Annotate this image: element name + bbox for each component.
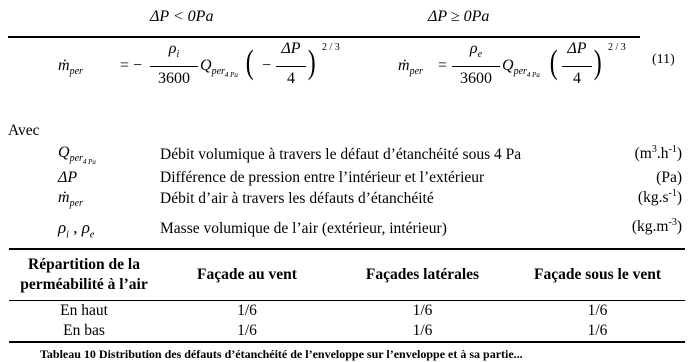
table-bottom-rule: [9, 341, 685, 343]
table-row: [9, 300, 685, 321]
equals-minus: = −: [120, 57, 143, 74]
q-per-4pa-right: $Q_{per_{4 Pa}}$: [502, 57, 540, 80]
table-cell: 1/6: [237, 321, 257, 339]
paren-open: (: [245, 44, 254, 81]
unit-rho: $(kg.m^{-3})$: [631, 217, 682, 236]
delta-p-numerator: ΔP: [281, 40, 301, 57]
mdot-left: ṁ$_{per}$: [58, 57, 83, 78]
delta-p-numerator-right: ΔP: [567, 40, 587, 57]
header-facades-laterales: Façades latérales: [365, 265, 480, 283]
case-left-condition: ΔP < 0Pa: [150, 8, 214, 25]
desc-rho: Masse volumique de l’air (extérieur, intérieur): [160, 220, 447, 237]
unit-q-per: $(m^3.h^{-1})$: [634, 144, 682, 163]
exponent: 2 / 3: [322, 42, 340, 53]
symbol-mdot-per: ṁ$_{per}$: [58, 189, 83, 210]
inner-fraction-bar: [276, 66, 306, 67]
avec-label: Avec: [8, 122, 40, 139]
table-caption: Tableau 10 Distribution des défauts d’étanchéité de l’enveloppe sur l’enveloppe et à sa partie...: [40, 347, 523, 361]
table-cell: 1/6: [412, 321, 433, 339]
inner-minus: −: [262, 57, 272, 74]
symbol-delta-p: ΔP: [58, 169, 78, 186]
paren-close-right: ): [593, 44, 602, 81]
desc-q-per: Débit volumique à travers le défaut d’étanchéité sous 4 Pa: [160, 146, 522, 163]
table-row: [9, 321, 685, 341]
table-cell: 1/6: [587, 301, 608, 319]
equals: =: [438, 57, 448, 74]
unit-mdot-per: $(kg.s^{-1})$: [637, 188, 682, 207]
inner-fraction-bar-right: [562, 66, 592, 67]
equation-number: (11): [652, 52, 675, 67]
header-facade-au-vent: Façade au vent: [197, 265, 297, 283]
four-denominator-right: 4: [573, 70, 581, 87]
header-rule: [8, 36, 640, 38]
symbol-q-per: $Q_{per_{4 Pa}}$: [58, 144, 96, 167]
desc-delta-p: Différence de pression entre l’intérieur et l’extérieur: [160, 169, 485, 186]
header-repartition: Répartition de la perméabilité à l’air: [20, 255, 148, 293]
four-denominator: 4: [287, 70, 295, 87]
table-cell: 1/6: [587, 321, 608, 339]
q-per-4pa: $Q_{per_{4 Pa}}$: [200, 57, 238, 80]
table-cell: 1/6: [237, 301, 257, 319]
exponent-right: 2 / 3: [608, 42, 626, 53]
table-cell: 1/6: [412, 301, 433, 319]
fraction-bar-right: [452, 66, 500, 67]
paren-open-right: (: [549, 44, 558, 81]
fraction-denominator: 3600: [158, 70, 190, 87]
paren-close: ): [307, 44, 316, 81]
case-right-condition: ΔP ≥ 0Pa: [428, 8, 490, 25]
row-label-en-haut: En haut: [60, 301, 108, 319]
desc-mdot-per: Débit d’air à travers les défauts d’étanchéité: [160, 190, 434, 207]
mdot-right: ṁ$_{per}$: [398, 57, 423, 78]
fraction-rho-e: $\rho_e$: [469, 40, 483, 61]
fraction-rho-i: $\rho_i$: [168, 40, 180, 61]
repartition-table: [9, 250, 685, 341]
header-facade-sous-le-vent: Façade sous le vent: [533, 265, 661, 283]
symbol-rho-i-e: $\rho_i$ , $\rho_e$: [58, 218, 95, 241]
fraction-bar: [150, 66, 198, 67]
row-label-en-bas: En bas: [63, 321, 105, 339]
fraction-denominator-right: 3600: [460, 70, 492, 87]
unit-delta-p: (Pa): [656, 169, 682, 186]
